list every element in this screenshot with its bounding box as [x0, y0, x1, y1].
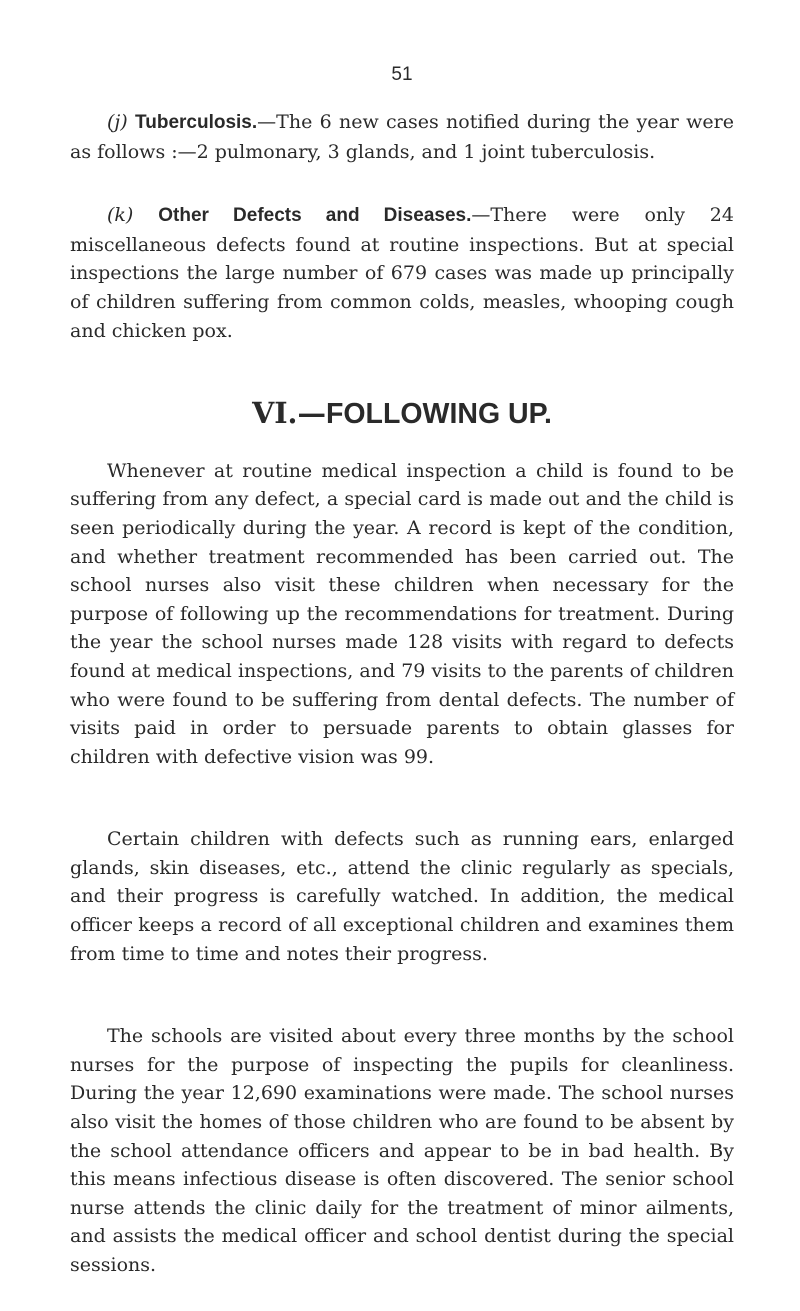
heading-other-defects: Other Defects and Diseases. — [158, 205, 472, 227]
section-numeral: VI.— — [252, 396, 326, 431]
heading-tuberculosis: Tuberculosis. — [135, 112, 258, 133]
paragraph-tuberculosis — [70, 108, 734, 166]
paragraph-certain-children: Certain children with defects such as running ears, enlarged glands, skin diseases, etc., attend the clinic regularly as specials, and their progress is carefully watched. In addition, the medical officer keeps a record of all exceptional children and examines them from time to time and notes their progress. — [70, 828, 734, 965]
text-tuberculosis: —The 6 new cases notified during the year were as follows :—2 pulmonary, 3 glands, and 1 joint tuberculosis. — [70, 111, 735, 163]
section-title-text: FOLLOWING UP. — [325, 398, 552, 431]
item-letter-k: (k) — [107, 204, 134, 227]
page-number: 51 — [391, 64, 413, 85]
section-title-following-up — [70, 396, 734, 431]
paragraph-whenever: Whenever at routine medical inspection a child is found to be suffering from any defect, a special card is made out and the child is seen periodically during the year. A record is kept of the condition, and whether treatment recommended has been carried out. The school nurses also visit these children when necessary for the purpose of following up the recommendations for treatment. During the year the school nurses made 128 visits with regard to defects found at medical inspections, and 79 visits to the parents of children who were found to be suffering from dental defects. The number of visits paid in order to persuade parents to obtain glasses for children with defective vision was 99. — [70, 459, 734, 768]
paragraph-other-defects — [70, 201, 734, 345]
item-letter-j: (j) — [107, 111, 128, 133]
text-other-defects: —There were only 24 miscellaneous defects found at routine inspections. But at special inspections the large number of 679 cases was made up principally of children suffering from common colds, measles, whooping cough and chicken pox. — [70, 204, 734, 342]
paragraph-schools-visited: The schools are visited about every three months by the school nurses for the purpose of inspecting the pupils for cleanliness. During the year 12,690 examinations were made. The school nurses also visit the homes of those children who are found to be absent by the school attendance officers and appear to be in bad health. By this means infectious disease is often discovered. The senior school nurse attends the clinic daily for the treatment of minor ailments, and assists the medical officer and school dentist during the special sessions. — [70, 1025, 734, 1276]
